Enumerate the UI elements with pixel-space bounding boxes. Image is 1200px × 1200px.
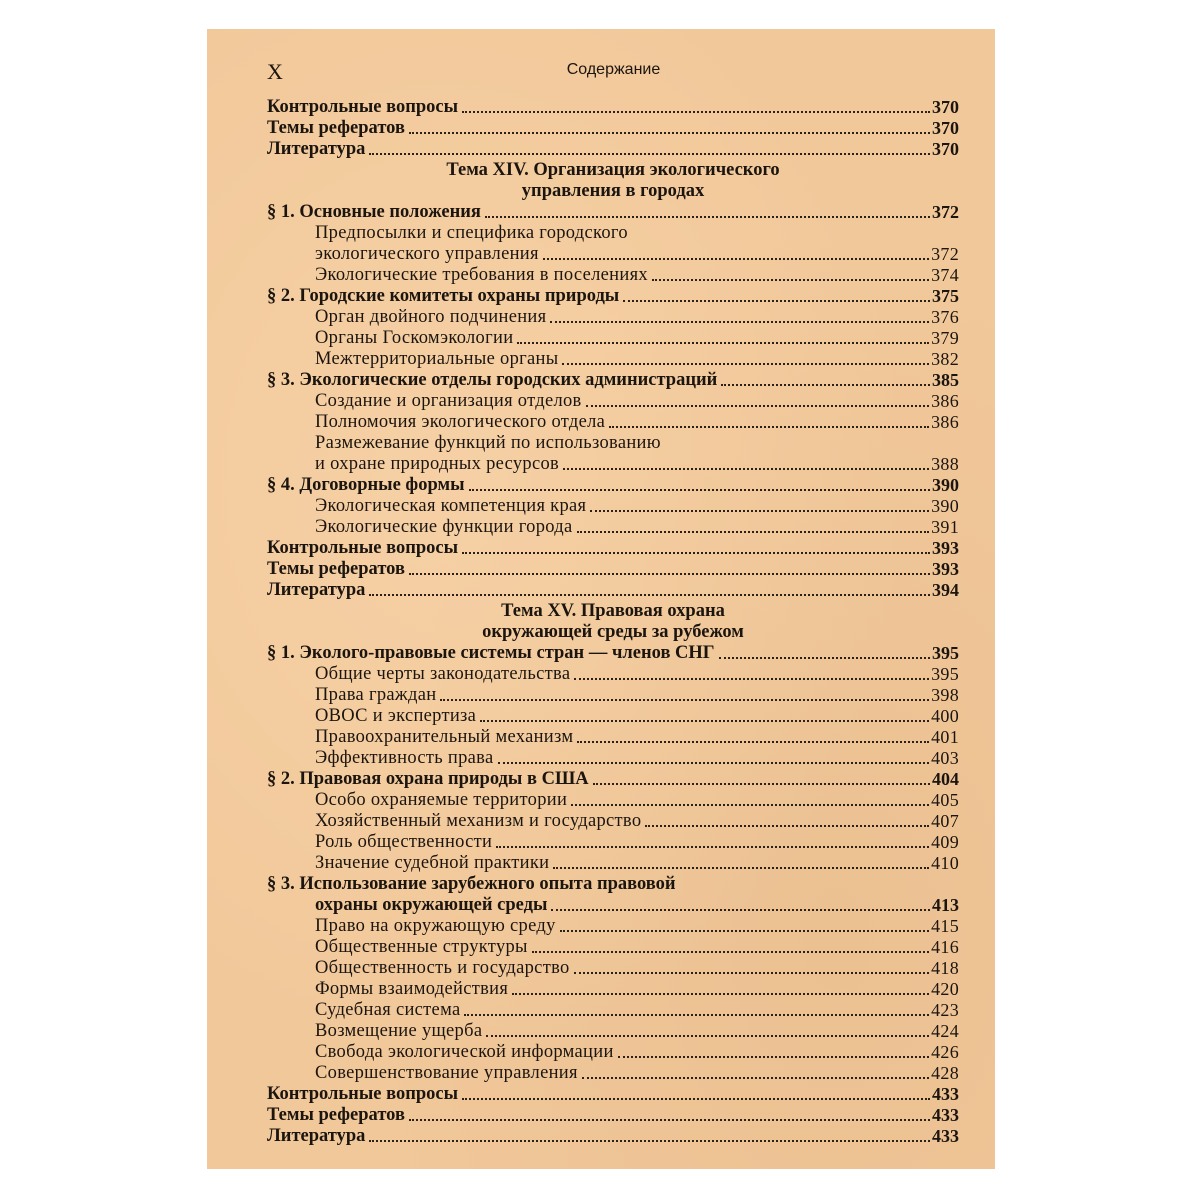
toc-entry-title: Создание и организация отделов [315,391,582,411]
toc-entry [267,475,959,496]
toc-page-number: 388 [931,454,959,474]
dot-leader [582,1077,929,1079]
dot-leader [409,573,930,575]
toc-page-number: 372 [931,244,959,264]
toc-entry [267,664,959,685]
toc-entry [267,685,959,706]
theme-heading: Тема XIV. Организация экологического [446,160,780,180]
toc-entry [267,496,959,517]
toc-entry [267,706,959,727]
toc-entry-title: и охране природных ресурсов [315,454,560,474]
dot-leader [486,1035,929,1037]
dot-leader [553,867,929,869]
toc-page-number: 395 [932,643,959,663]
toc-page-number: 400 [931,706,959,726]
dot-leader [609,426,929,428]
toc-entry-continuation [267,223,959,244]
toc-entry [267,958,959,979]
toc-entry-title: § 1. Эколого-правовые системы стран — членов СНГ [267,643,715,663]
theme-heading: Тема XV. Правовая охрана [501,601,725,621]
dot-leader [577,531,930,533]
toc-entry-title: Свобода экологической информации [315,1042,614,1062]
dot-leader [485,216,930,218]
dot-leader [551,909,930,911]
dot-leader [462,111,930,113]
dot-leader [464,1014,929,1016]
toc-entry [267,412,959,433]
dot-leader [721,384,930,386]
toc-entry-title: Право на окружающую среду [315,916,556,936]
toc-page-number: 394 [932,580,959,600]
toc-entry [267,1063,959,1084]
toc-page-number: 376 [931,307,959,327]
toc-page-number: 405 [931,790,959,810]
toc-entry-title: Литература [267,1126,366,1146]
dot-leader [550,321,929,323]
toc-entry [267,307,959,328]
toc-page-number: 424 [931,1021,959,1041]
toc-entry [267,916,959,937]
toc-page-number: 370 [932,97,959,117]
toc-page-number: 370 [932,118,959,138]
toc-entry-title: Контрольные вопросы [267,1084,459,1104]
toc-entry-title: Темы рефератов [267,1105,405,1125]
toc-page-number: 370 [932,139,959,159]
page-title: Содержание [566,61,661,78]
dot-leader [574,972,930,974]
toc-entry-title: Предпосылки и специфика городского [315,223,628,243]
toc-entry-continuation [267,433,959,454]
dot-leader [462,552,930,554]
toc-entry-title: § 3. Экологические отделы городских администраций [267,370,718,390]
toc-entry [267,118,959,139]
toc-page-number: 395 [931,664,959,684]
table-of-contents [267,97,959,1147]
toc-entry-title: Литература [267,580,366,600]
toc-entry [267,1126,959,1147]
dot-leader [618,1056,929,1058]
toc-page-number: 385 [932,370,959,390]
dot-leader [532,951,929,953]
toc-page-number: 423 [931,1000,959,1020]
toc-entry [267,979,959,1000]
toc-entry-title: Совершенствование управления [315,1063,578,1083]
toc-entry-title: Возмещение ущерба [315,1021,483,1041]
toc-page-number: 393 [932,538,959,558]
book-page [207,29,995,1169]
toc-page-number: 375 [932,286,959,306]
toc-page-number: 379 [931,328,959,348]
toc-entry-title: Темы рефератов [267,118,405,138]
dot-leader [623,300,930,302]
toc-entry-title: Экологические требования в поселениях [315,265,648,285]
toc-entry [267,328,959,349]
toc-entry [267,811,959,832]
dot-leader [719,657,930,659]
dot-leader [496,846,929,848]
toc-entry [267,139,959,160]
toc-entry-title: § 2. Правовая охрана природы в США [267,769,589,789]
toc-entry [267,559,959,580]
toc-entry-title: охраны окружающей среды [315,895,548,915]
toc-entry [267,391,959,412]
dot-leader [562,363,929,365]
toc-page-number: 418 [931,958,959,978]
toc-entry [267,1084,959,1105]
toc-entry-title: Органы Госкомэкологии [315,328,514,348]
toc-page-number: 410 [931,853,959,873]
toc-entry-title: Формы взаимодействия [315,979,509,999]
dot-leader [645,825,929,827]
toc-entry [267,937,959,958]
toc-entry [267,538,959,559]
dot-leader [586,405,930,407]
toc-page-number: 415 [931,916,959,936]
toc-entry [267,97,959,118]
dot-leader [480,720,929,722]
dot-leader [543,258,929,260]
toc-page-number: 407 [931,811,959,831]
toc-page-number: 393 [932,559,959,579]
toc-page-number: 413 [932,895,959,915]
toc-page-number: 398 [931,685,959,705]
dot-leader [469,489,930,491]
toc-page-number: 433 [932,1126,959,1146]
toc-entry [267,643,959,664]
toc-page-number: 409 [931,832,959,852]
toc-entry [267,580,959,601]
toc-page-number: 386 [931,412,959,432]
toc-page-number: 390 [931,496,959,516]
dot-leader [409,132,930,134]
dot-leader [574,678,929,680]
toc-entry-title: Эффективность права [315,748,494,768]
toc-entry-title: Общественность и государство [315,958,570,978]
toc-entry-title: § 1. Основные положения [267,202,481,222]
toc-entry-title: Полномочия экологического отдела [315,412,606,432]
toc-entry [267,517,959,538]
toc-entry-title: Общие черты законодательства [315,664,571,684]
toc-entry-title: § 2. Городские комитеты охраны природы [267,286,620,306]
toc-page-number: 401 [931,727,959,747]
toc-entry [267,769,959,790]
dot-leader [512,993,929,995]
dot-leader [440,699,929,701]
toc-entry-title: Общественные структуры [315,937,528,957]
theme-heading: управления в городах [521,181,705,201]
toc-entry-title: экологического управления [315,244,539,264]
toc-entry-title: ОВОС и экспертиза [315,706,477,726]
toc-entry [267,1021,959,1042]
dot-leader [369,594,930,596]
toc-entry [267,790,959,811]
toc-entry-title: Экологические функции города [315,517,573,537]
toc-page-number: 391 [931,517,959,537]
toc-entry [267,454,959,475]
toc-page-number: 433 [932,1105,959,1125]
running-head [267,59,960,85]
toc-entry [267,244,959,265]
toc-entry-title: Экологическая компетенция края [315,496,587,516]
toc-entry [267,748,959,769]
toc-entry-title: Размежевание функций по использованию [315,433,661,453]
toc-page-number: 403 [931,748,959,768]
toc-entry-title: Правоохранительный механизм [315,727,574,747]
toc-entry [267,727,959,748]
dot-leader [590,510,929,512]
toc-entry [267,832,959,853]
toc-entry-title: Хозяйственный механизм и государство [315,811,642,831]
toc-entry [267,1105,959,1126]
toc-page-number: 404 [932,769,959,789]
toc-page-number: 382 [931,349,959,369]
toc-entry-title: Судебная система [315,1000,461,1020]
toc-entry-title: Особо охраняемые территории [315,790,568,810]
dot-leader [652,279,929,281]
toc-entry-title: Литература [267,139,366,159]
toc-page-number: 420 [931,979,959,999]
dot-leader [560,930,929,932]
toc-entry [267,202,959,223]
toc-page-number: 386 [931,391,959,411]
toc-entry-title: Права граждан [315,685,437,705]
dot-leader [577,741,929,743]
toc-entry-title: § 4. Договорные формы [267,475,465,495]
theme-heading: окружающей среды за рубежом [482,622,744,642]
toc-entry [267,1000,959,1021]
toc-page-number: 372 [932,202,959,222]
toc-entry-title: Контрольные вопросы [267,97,459,117]
toc-page-number: 426 [931,1042,959,1062]
toc-entry-title: § 3. Использование зарубежного опыта правовой [267,874,676,894]
toc-entry-title: Значение судебной практики [315,853,550,873]
toc-entry [267,265,959,286]
toc-entry [267,370,959,391]
toc-entry-title: Орган двойного подчинения [315,307,547,327]
toc-entry [267,349,959,370]
dot-leader [593,783,930,785]
toc-entry-title: Контрольные вопросы [267,538,459,558]
dot-leader [571,804,929,806]
dot-leader [563,468,929,470]
toc-entry-title: Темы рефератов [267,559,405,579]
dot-leader [369,153,930,155]
dot-leader [498,762,930,764]
dot-leader [462,1098,930,1100]
toc-entry-title: Роль общественности [315,832,493,852]
dot-leader [409,1119,930,1121]
toc-entry [267,286,959,307]
toc-entry-continuation [267,874,959,895]
toc-entry [267,895,959,916]
toc-page-number: 428 [931,1063,959,1083]
page-number: X [267,59,284,84]
toc-entry [267,853,959,874]
toc-page-number: 416 [931,937,959,957]
toc-page-number: 374 [931,265,959,285]
dot-leader [369,1140,930,1142]
toc-entry-title: Межтерриториальные органы [315,349,559,369]
toc-page-number: 390 [932,475,959,495]
toc-entry [267,1042,959,1063]
dot-leader [517,342,929,344]
toc-page-number: 433 [932,1084,959,1104]
